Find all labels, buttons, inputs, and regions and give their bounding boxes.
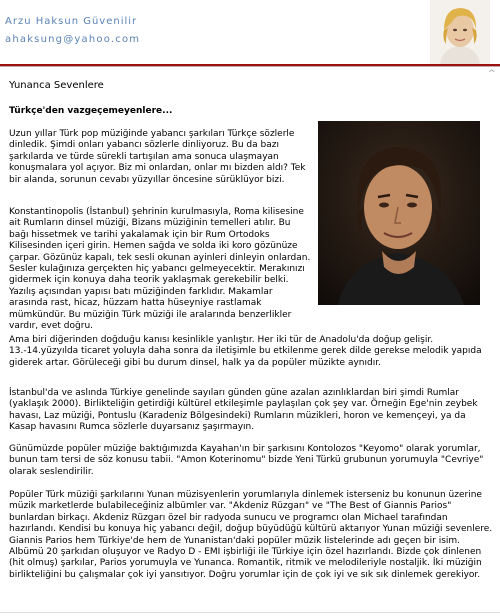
article-photo: [318, 121, 480, 305]
author-avatar: [430, 0, 490, 64]
author-email-link[interactable]: ahaksung@yahoo.com: [5, 34, 141, 45]
article-paragraph: Ama biri diğerinden doğduğu kanısı kesinlikle yanlıştır. Her iki tür de Anadolu'da doğup gelişir. 13.-14.yüzyılda ticaret yoluyla daha sonra da iletişimle bu etkilenme gerek dilde gerekse melodik yapıda giderek artar. Görüleceği gibi bu durum dinsel, halk ya da popüler müzikte aynıdır.: [9, 335, 482, 368]
author-name: Arzu Haksun Güvenilir: [5, 16, 138, 27]
article-subtitle: Türkçe'den vazgeçemeyenlere...: [9, 106, 173, 116]
header-divider-shadow: [0, 66, 500, 67]
scroll-up-icon[interactable]: ^: [488, 69, 496, 79]
article-paragraph: Uzun yıllar Türk pop müziğinde yabancı şarkıları Türkçe sözlerle dinledik. Şimdi onları yabancı sözlerle dinliyoruz. Bu da bazı şarkılarda ve türde sürekli tartışılan ama sonuca ulaşmayan konuşmalara yol açıyor. Biz mi onlardan, onlar mı bizden aldı? Tek bir alanda, sorunun cevabı yüzyıllar öncesine sürüklüyor bizi.: [9, 129, 306, 185]
article-paragraph: Popüler Türk müziği şarkılarını Yunan müzisyenlerin yorumlarıyla dinlemek isterseniz bu konunun üzerine müzik marketlerde bulabileceğiniz albümler var. "Akdeniz Rüzgarı" ve "The Best of Giannis Parios" bunlardan birkaçı. Akdeniz Rüzgarı özel bir radyoda sunucu ve programcı olan Michael tarafından hazırlandı. Kendisi bu konuya hiç yabancı değil, doğup büyüdüğü kültürü aktarıyor Yunan müziği sevenlere. Giannis Parios hem Türkiye'de hem de Yunanistan'daki popüler müzik listelerinde adı geçen bir isim. Albümü 20 şarkıdan oluşuyor ve Radyo D - EMI işbirliği ile Türkiye için özel hazırlandı. Bizde çok dinlenen (hit olmuş) şarkılar, Parios yorumuyla ve Yunanca. Romantik, ritmik ve melodileriyle nostaljik. İki müziğin birlikteliğini bu çalışmalar çok iyi yansıtıyor. Doğru yorumlar için de çok iyi ve sık sık dinlemek gerekiyor.: [9, 490, 493, 580]
article-paragraph: Konstantinopolis (İstanbul) şehrinin kurulmasıyla, Roma kilisesine ait Rumların dinsel müziği, Bizans müziğinin temelleri atılır. Bu bağı hissetmek ve tarihi yakalamak için bir Rum Ortodoks Kilisesinden içeri girin. Hemen sağda ve solda iki koro gözünüze çarpar. Gözünüz kapalı, tek sesli okunan ayinleri dinleyin onlardan. Sesler kulağınıza gerçekten hiç yabancı gelmeyecektir. Merakınızı gidermek için konuya daha teorik yaklaşmak gerekebilir belki. Yazılış açısından yapısı batı müziğinden farklıdır. Makamlar arasında rast, hicaz, hüzzam hatta hüseyniye rastlamak mümkündür. Bu müziğin Türk müziği ile aralarında benzerlikler vardır, evet doğru.: [9, 207, 311, 332]
page-header: [0, 0, 500, 66]
article-title: Yunanca Sevenlere: [9, 80, 104, 91]
footer-divider: [0, 612, 500, 613]
article-paragraph: Günümüzde popüler müziğe baktığımızda Kayahan'ın bir şarkısını Kontolozos "Keyomo" olarak yorumlar, bunun tam tersi de söz konusu tabii. "Amon Koterinomu" bizde Yeni Türkü grubunun yorumuyla "Cevriye" olarak seslendirilir.: [9, 444, 484, 477]
article-paragraph: İstanbul'da ve aslında Türkiye genelinde sayıları günden güne azalan azınlıklardan biri şimdi Rumlar (yaklaşık 2000). Birlikteliğin getirdiği kültürel etkileşimle paylaşılan çok şey var. Örneğin Ege'nin zeybek havası, Laz müziği, Pontuslu (Karadeniz Bölgesindeki) Rumların müzikleri, horon ve kemençeyi, ya da Kasap havasını Rumca sözlerle duyarsanız şaşırmayın.: [9, 388, 478, 433]
